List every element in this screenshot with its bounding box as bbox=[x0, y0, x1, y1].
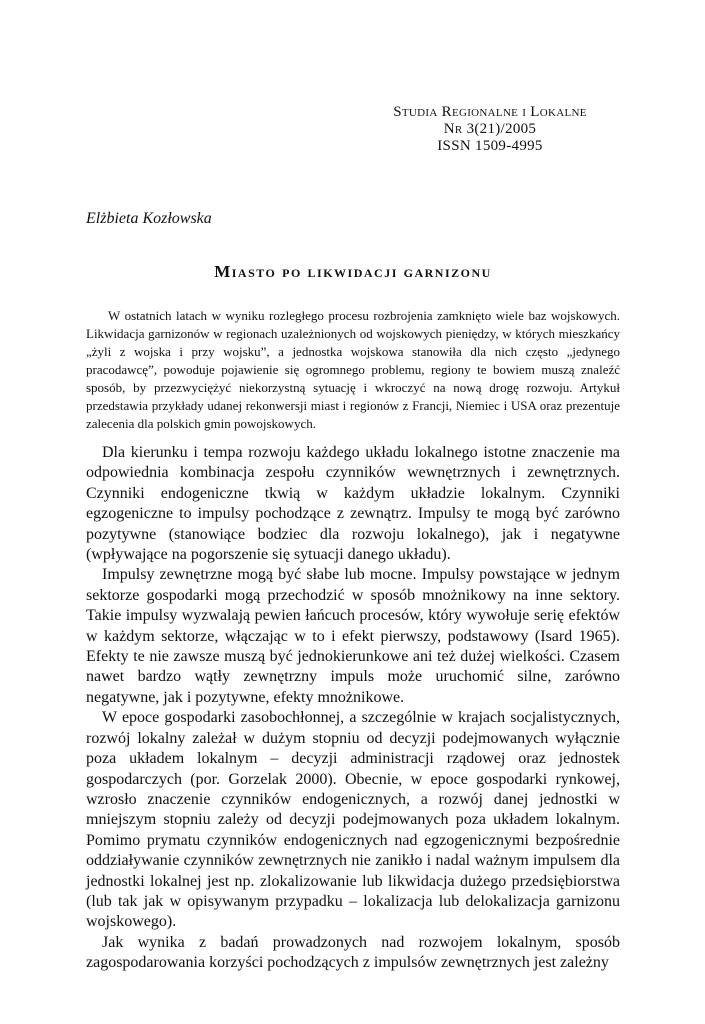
body-paragraph: Jak wynika z badań prowadzonych nad rozwojem lokalnym, sposób zagospodarowania korzyści pochodzących z impulsów zewnętrznych jest zależny bbox=[86, 933, 620, 972]
body-paragraph: W epoce gospodarki zasobochłonnej, a szczególnie w krajach socjalistycznych, rozwój lokalny zależał w dużym stopniu od decyzji podejmowanych wyłącznie poza układem lokalnym – decyzji administracji rządowej oraz jednostek gospodarczych (por. Gorzelak 2000). Obecnie, w epoce gospodarki rynkowej, wzrosło znaczenie czynników endogenicznych, a rozwój danej jednostki w mniejszym stopniu zależy od decyzji podejmowanych poza układem lokalnym. Pomimo prymatu czynników endogenicznych nad egzogenicznymi bezpośrednie oddziaływanie czynników zewnętrznych nie zanikło i nadal ważnym impulsem dla jednostki lokalnej jest np. zlokalizowanie lub likwidacja dużego przedsiębiorstwa (lub tak jak w opisywanym przypadku – lokalizacja lub delokalizacja garnizonu wojskowego). bbox=[86, 709, 620, 931]
article-title: Miasto po likwidacji garnizonu bbox=[214, 262, 492, 281]
journal-issn: ISSN 1509-4995 bbox=[437, 138, 543, 154]
body-paragraph: Impulsy zewnętrzne mogą być słabe lub mocne. Impulsy powstające w jednym sektorze gospodarki mogą przechodzić w sposób mnożnikowy na inne sektory. Takie impulsy wyzwalają pewien łańcuch procesów, który wywołuje serię efektów w każdym sektorze, włączając w to i efekt pierwszy, podstawowy (Isard 1965). Efekty te nie zawsze muszą być jednokierunkowe ani też dużej wielkości. Czasem nawet bardzo wątły zewnętrzny impuls może uruchomić silne, zarówno negatywne, jak i pozytywne, efekty mnożnikowe. bbox=[86, 566, 620, 706]
article-body bbox=[86, 443, 620, 974]
journal-name: Studia Regionalne i Lokalne bbox=[393, 104, 587, 120]
body-paragraph: Dla kierunku i tempa rozwoju każdego układu lokalnego istotne znaczenie ma odpowiednia kombinacja zespołu czynników wewnętrznych i zewnętrznych. Czynniki endogeniczne tkwią w każdym układzie lokalnym. Czynniki egzogeniczne to impulsy pochodzące z zewnątrz. Impulsy te mogą być zarówno pozytywne (stanowiące bodziec dla rozwoju lokalnego), jak i negatywne (wpływające na pogorszenie się sytuacji danego układu). bbox=[86, 444, 620, 564]
journal-header bbox=[360, 104, 620, 155]
author-name: Elżbieta Kozłowska bbox=[86, 210, 212, 227]
abstract: W ostatnich latach w wyniku rozległego procesu rozbrojenia zamknięto wiele baz wojskowych. Likwidacja garnizonów w regionach uzależnionych od wojskowych pieniędzy, w których mieszkańcy „żyli z wojska i przy wojsku”, a jednostka wojskowa stanowiła dla nich często „jedynego pracodawcę”, powoduje pojawienie się ogromnego problemu, regiony te bowiem muszą znaleźć sposób, by przezwyciężyć niekorzystną sytuację i wkroczyć na nową drogę rozwoju. Artykuł przedstawia przykłady udanej rekonwersji miast i regionów z Francji, Niemiec i USA oraz prezentuje zalecenia dla polskich gmin powojskowych. bbox=[86, 308, 620, 431]
journal-issue: Nr 3(21)/2005 bbox=[443, 121, 537, 137]
